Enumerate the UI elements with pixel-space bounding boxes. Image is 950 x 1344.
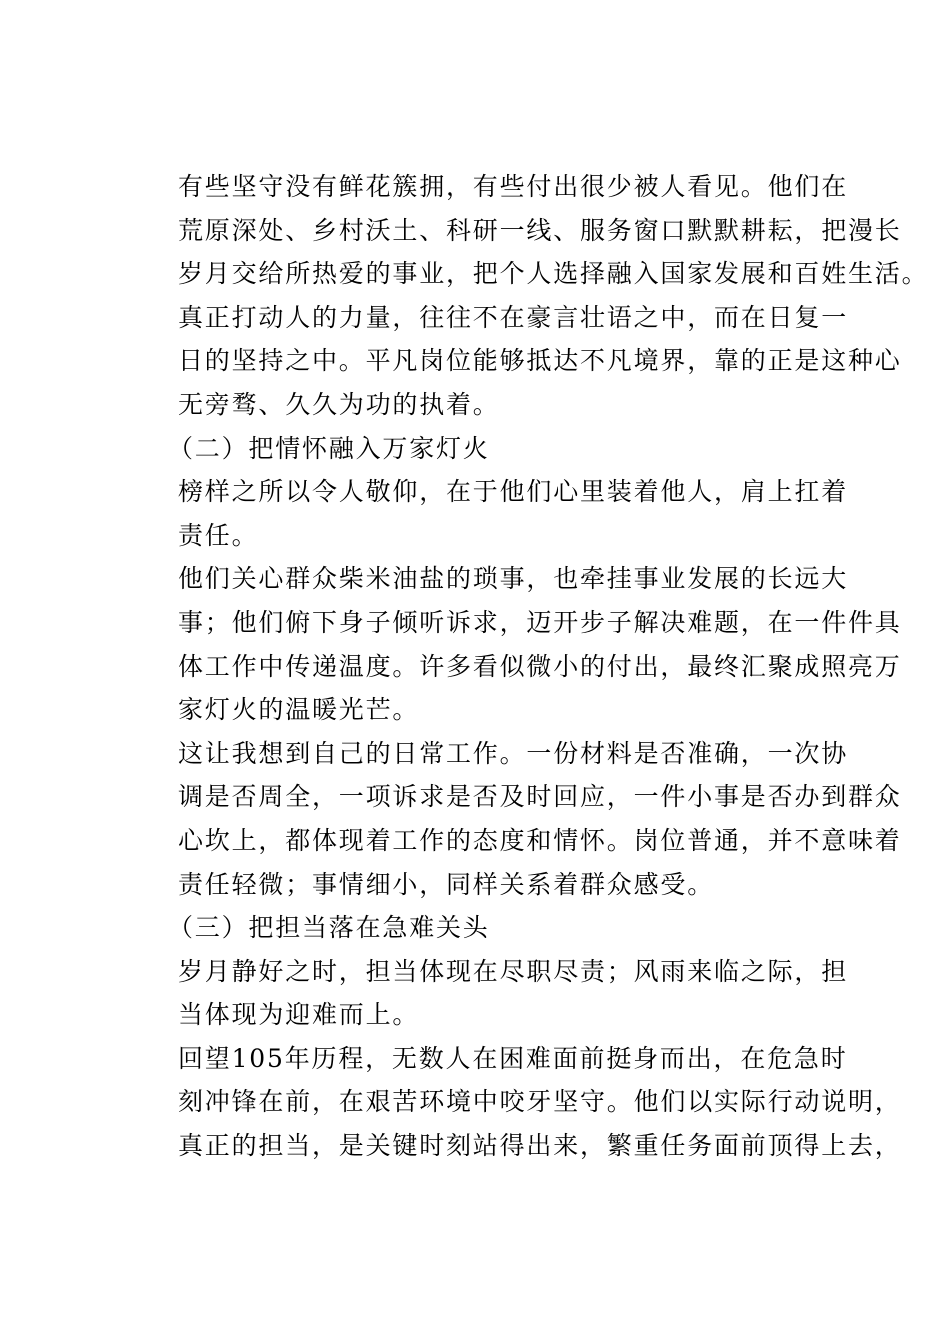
text-line: 榜样之所以令人敬仰，在于他们心里装着他人，肩上扛着 [178,477,849,507]
text-line: 日的坚持之中。平凡岗位能够抵达不凡境界，靠的正是这种心 [178,346,902,376]
section-heading [128,906,832,950]
text-line: 当体现为迎难而上。 [178,1000,420,1030]
text-line: 体工作中传递温度。许多看似微小的付出，最终汇聚成照亮万 [178,651,902,681]
text-line: 刻冲锋在前，在艰苦环境中咬牙坚守。他们以实际行动说明， [178,1087,902,1117]
body-paragraph [128,950,849,1037]
text-line: 无旁骛、久久为功的执着。 [178,389,500,419]
text-line: 事；他们俯下身子倾听诉求，迈开步子解决难题，在一件件具 [178,607,902,637]
text-line: 真正打动人的力量，往往不在豪言壮语之中，而在日复一 [178,302,849,332]
text-line: 责任。 [178,520,259,550]
body-paragraph [128,470,849,557]
body-paragraph [128,732,902,906]
section-heading [128,427,832,471]
body-paragraph [128,296,902,427]
text-line: 心坎上，都体现着工作的态度和情怀。岗位普通，并不意味着 [178,825,902,855]
text-line: 调是否周全，一项诉求是否及时回应，一件小事是否办到群众 [178,782,902,812]
document-body [128,165,929,1168]
text-line: 责任轻微；事情细小，同样关系着群众感受。 [178,869,715,899]
text-line: 荒原深处、乡村沃土、科研一线、服务窗口默默耕耘，把漫长 [178,215,902,245]
text-line: 岁月交给所热爱的事业，把个人选择融入国家发展和百姓生活。 [178,259,929,289]
text-line: （二）把情怀融入万家灯火 [168,433,490,463]
text-line: 岁月静好之时，担当体现在尽职尽责；风雨来临之际，担 [178,956,849,986]
body-paragraph [128,165,929,296]
text-line: 这让我想到自己的日常工作。一份材料是否准确，一次协 [178,738,849,768]
text-line: 真正的担当，是关键时刻站得出来，繁重任务面前顶得上去， [178,1131,902,1161]
text-line: 回望105年历程，无数人在困难面前挺身而出，在危急时 [178,1043,848,1073]
text-line: 他们关心群众柴米油盐的琐事，也牵挂事业发展的长远大 [178,564,849,594]
body-paragraph [128,557,902,731]
text-line: 有些坚守没有鲜花簇拥，有些付出很少被人看见。他们在 [178,172,849,201]
body-paragraph [128,1037,902,1168]
text-line: 家灯火的温暖光芒。 [178,695,420,725]
text-line: （三）把担当落在急难关头 [168,913,490,943]
